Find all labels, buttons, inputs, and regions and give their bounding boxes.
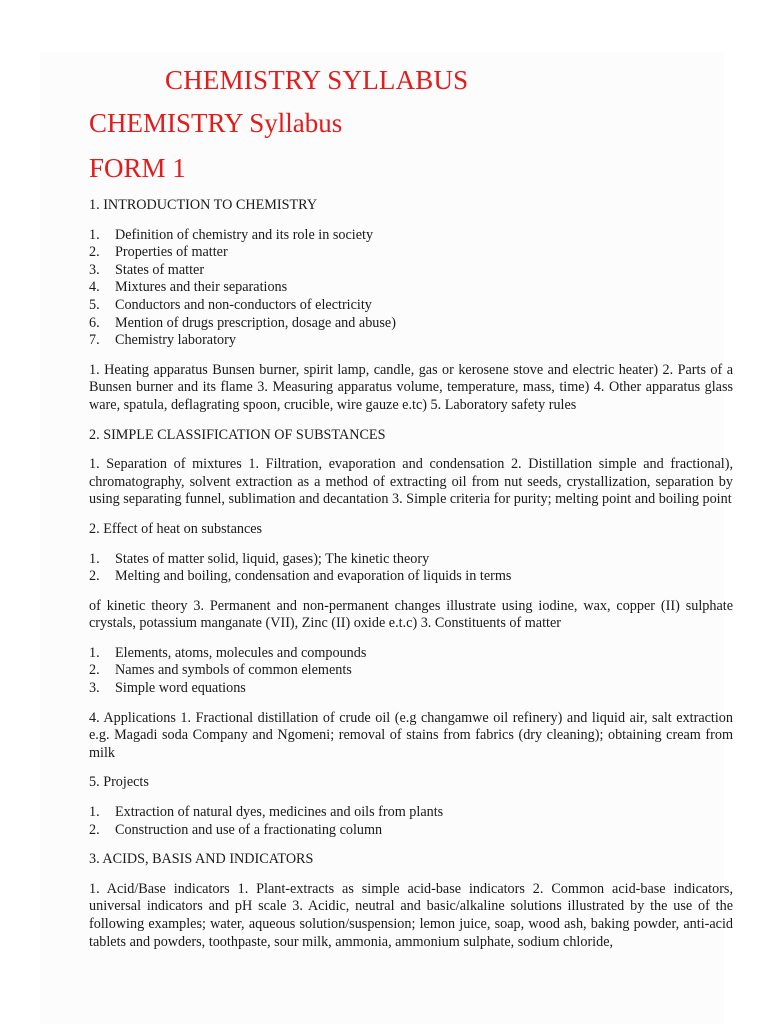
list-text: States of matter solid, liquid, gases); The kinetic theory xyxy=(115,550,430,567)
form-heading: FORM 1 xyxy=(89,153,186,183)
list-number: 1. xyxy=(89,644,100,661)
list-text: Chemistry laboratory xyxy=(115,332,236,349)
list-text: Properties of matter xyxy=(115,244,228,261)
list-item xyxy=(89,332,733,350)
projects-list xyxy=(89,804,733,839)
list-item xyxy=(89,822,733,840)
heat-heading: 2. Effect of heat on substances xyxy=(89,520,263,537)
list-number: 4. xyxy=(89,279,100,296)
list-item xyxy=(89,297,733,315)
section-heading-acids: 3. ACIDS, BASIS AND INDICATORS xyxy=(89,851,314,868)
list-text: Melting and boiling, condensation and evaporation of liquids in terms xyxy=(115,568,512,585)
list-item xyxy=(89,645,733,663)
laboratory-paragraph: 1. Heating apparatus Bunsen burner, spirit lamp, candle, gas or kerosene stove and electric heater) 2. Parts of a Bunsen burner and its flame 3. Measuring apparatus volume, temperature, mass, time) 4. Other apparatus glass ware, spatula, deflagrating spoon, crucible, wire gauze e.tc) 5. Laboratory safety rules xyxy=(89,361,733,413)
list-number: 3. xyxy=(89,680,100,697)
kinetic-paragraph: of kinetic theory 3. Permanent and non-permanent changes illustrate using iodine, wax, copper (II) sulphate crystals, potassium manganate (VII), Zinc (II) oxide e.t.c) 3. Constituents of matter xyxy=(89,597,733,632)
subtitle: CHEMISTRY Syllabus xyxy=(89,108,343,138)
list-number: 5. xyxy=(89,296,100,313)
list-number: 1. xyxy=(89,226,100,243)
heat-list xyxy=(89,551,733,586)
main-title: CHEMISTRY SYLLABUS xyxy=(165,65,469,95)
list-item xyxy=(89,804,733,822)
list-item xyxy=(89,279,733,297)
list-item xyxy=(89,662,733,680)
list-text: Construction and use of a fractionating column xyxy=(115,821,383,838)
list-text: Definition of chemistry and its role in society xyxy=(115,226,374,243)
list-text: Mixtures and their separations xyxy=(115,279,288,296)
separation-paragraph: 1. Separation of mixtures 1. Filtration, evaporation and condensation 2. Distillation simple and fractional), chromatography, solvent extraction as a method of extracting oil from nut seeds, crystallization, separation by using separating funnel, sublimation and decantation 3. Simple criteria for purity; melting point and boiling point xyxy=(89,456,733,508)
acids-paragraph: 1. Acid/Base indicators 1. Plant-extracts as simple acid-base indicators 2. Common acid-base indicators, universal indicators and pH scale 3. Acidic, neutral and basic/alkaline solutions illustrated by the use of the following examples; water, aqueous solution/suspension; lemon juice, soap, wood ash, baking powder, anti-acid tablets and powders, toothpaste, sour milk, ammonia, ammonium sulphate, sodium chloride, xyxy=(89,880,733,950)
list-number: 3. xyxy=(89,261,100,278)
applications-paragraph: 4. Applications 1. Fractional distillation of crude oil (e.g changamwe oil refinery) and liquid air, salt extraction e.g. Magadi soda Company and Ngomeni; removal of stains from fabrics (dry cleaning); obtaining cream from milk xyxy=(89,709,733,761)
list-number: 1. xyxy=(89,550,100,567)
introduction-list xyxy=(89,227,733,350)
list-text: Simple word equations xyxy=(115,680,246,697)
list-item xyxy=(89,244,733,262)
section-heading-classification: 2. SIMPLE CLASSIFICATION OF SUBSTANCES xyxy=(89,426,386,443)
list-number: 6. xyxy=(89,314,100,331)
list-item xyxy=(89,262,733,280)
list-item xyxy=(89,227,733,245)
list-number: 2. xyxy=(89,244,100,261)
list-item xyxy=(89,680,733,698)
list-item xyxy=(89,551,733,569)
document-content xyxy=(89,58,733,951)
list-text: Conductors and non-conductors of electricity xyxy=(115,296,372,313)
list-text: Names and symbols of common elements xyxy=(115,662,352,679)
list-item xyxy=(89,315,733,333)
list-text: Elements, atoms, molecules and compounds xyxy=(115,644,367,661)
list-number: 7. xyxy=(89,332,100,349)
list-number: 2. xyxy=(89,821,100,838)
list-text: Extraction of natural dyes, medicines and oils from plants xyxy=(115,804,444,821)
list-number: 2. xyxy=(89,568,100,585)
list-text: Mention of drugs prescription, dosage and abuse) xyxy=(115,314,396,331)
section-heading-introduction: 1. INTRODUCTION TO CHEMISTRY xyxy=(89,197,318,213)
list-text: States of matter xyxy=(115,261,205,278)
list-item xyxy=(89,568,733,586)
constituents-list xyxy=(89,645,733,698)
list-number: 1. xyxy=(89,804,100,821)
projects-heading: 5. Projects xyxy=(89,774,149,791)
list-number: 2. xyxy=(89,662,100,679)
